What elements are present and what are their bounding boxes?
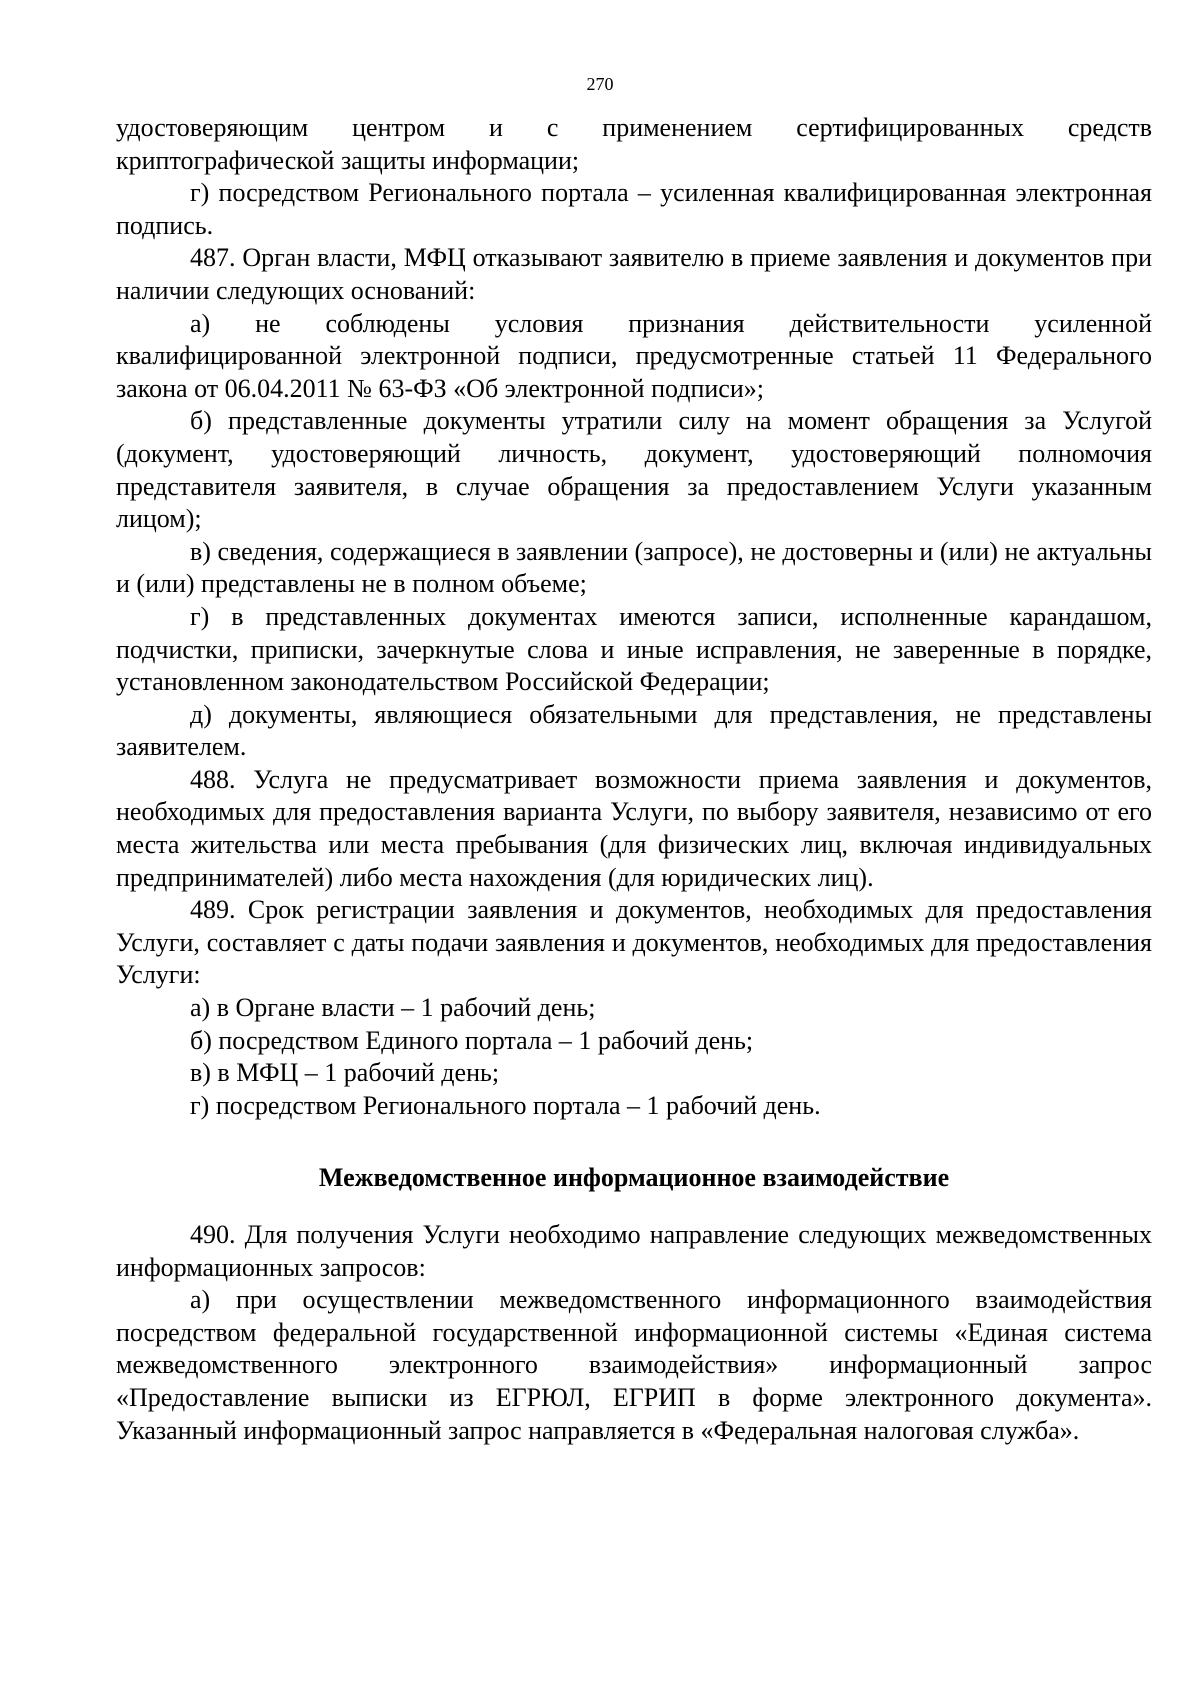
paragraph-489-item-a: а) в Органе власти – 1 рабочий день; <box>190 993 596 1023</box>
paragraph-490: 490. Для получения Услуги необходимо направление следующих межведомственных информационных запросов: <box>116 1220 1152 1282</box>
page-number: 270 <box>586 74 614 94</box>
paragraph-489: 489. Срок регистрации заявления и документов, необходимых для предоставления Услуги, составляет с даты подачи заявления и документов, необходимых для предоставления Услуги: <box>116 895 1152 990</box>
paragraph-489-item-b: б) посредством Единого портала – 1 рабочий день; <box>190 1025 754 1055</box>
paragraph-487-item-b: б) представленные документы утратили силу на момент обращения за Услугой (документ, удостоверяющий личность, документ, удостоверяющий полномочия представителя заявителя, в случае обращения за предоставлением Услуги указанным лицом); <box>116 406 1152 534</box>
section-heading: Межведомственное информационное взаимодействие <box>318 1163 950 1193</box>
paragraph-490-item-a: а) при осуществлении межведомственного информационного взаимодействия посредством федеральной государственной информационной системы «Единая система межведомственного электронного взаимодействия» информационный запрос «Предоставление выписки из ЕГРЮЛ, ЕГРИП в форме электронного документа». Указанный информационный запрос направляется в «Федеральная налоговая служба». <box>116 1285 1152 1445</box>
document-body <box>116 112 1152 1447</box>
paragraph-487: 487. Орган власти, МФЦ отказывают заявителю в приеме заявления и документов при наличии следующих оснований: <box>116 243 1152 305</box>
paragraph-item-g-regional-portal: г) посредством Регионального портала – усиленная квалифицированная электронная подпись. <box>116 178 1152 240</box>
paragraph-487-item-v: в) сведения, содержащиеся в заявлении (запросе), не достоверны и (или) не актуальны и (или) представлены не в полном объеме; <box>116 536 1152 599</box>
paragraph-487-item-a: а) не соблюдены условия признания действительности усиленной квалифицированной электронной подписи, предусмотренные статьей 11 Федерального закона от 06.04.2011 № 63-ФЗ «Об электронной подписи»; <box>116 308 1152 403</box>
paragraph-487-item-d: д) документы, являющиеся обязательными для представления, не представлены заявителем. <box>116 699 1152 762</box>
paragraph-continuation: удостоверяющим центром и с применением сертифицированных средств криптографической защиты информации; <box>116 113 1152 175</box>
paragraph-487-item-g: г) в представленных документах имеются записи, исполненные карандашом, подчистки, приписки, зачеркнутые слова и иные исправления, не заверенные в порядке, установленном законодательством Российской Федерации; <box>116 601 1152 697</box>
paragraph-489-item-v: в) в МФЦ – 1 рабочий день; <box>190 1058 500 1088</box>
paragraph-489-item-g: г) посредством Регионального портала – 1 рабочий день. <box>190 1090 821 1120</box>
paragraph-488: 488. Услуга не предусматривает возможности приема заявления и документов, необходимых для предоставления варианта Услуги, по выбору заявителя, независимо от его места жительства или места пребывания (для физических лиц, включая индивидуальных предпринимателей) либо места нахождения (для юридических лиц). <box>116 764 1152 892</box>
